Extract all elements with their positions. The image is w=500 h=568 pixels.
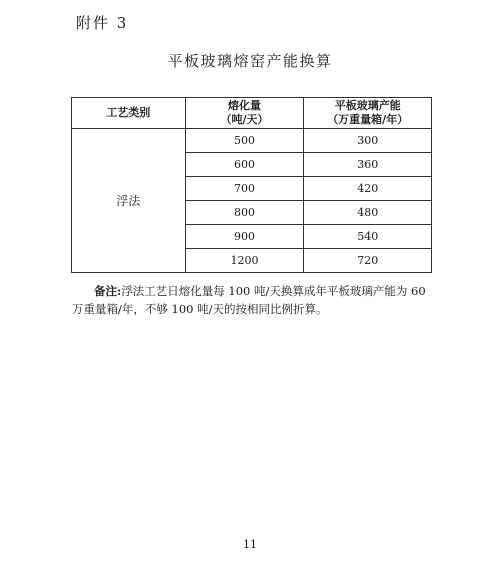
header-process-type-label: 工艺类别 xyxy=(106,106,151,119)
note-text: 浮法工艺日熔化量每 100 吨/天换算成年平板玻璃产能为 60 万重量箱/年，不够 100 吨/天的按相同比例折算。 xyxy=(72,284,426,316)
table-header-row xyxy=(72,98,432,129)
table-row xyxy=(72,129,432,153)
melting-amount-cell: 700 xyxy=(185,177,304,201)
table-note xyxy=(72,282,437,318)
header-glass-capacity-line2: （万重量箱/年） xyxy=(327,113,409,126)
header-melting-amount-line2: （吨/天） xyxy=(220,113,269,126)
capacity-conversion-table xyxy=(71,97,432,273)
process-type-cell: 浮法 xyxy=(72,129,186,273)
attachment-label: 附件 3 xyxy=(76,14,129,32)
glass-capacity-cell: 720 xyxy=(304,249,432,273)
melting-amount-cell: 1200 xyxy=(185,249,304,273)
note-label: 备注: xyxy=(94,284,122,298)
header-glass-capacity-line1: 平板玻璃产能 xyxy=(334,99,401,112)
melting-amount-cell: 500 xyxy=(185,129,304,153)
glass-capacity-cell: 360 xyxy=(304,153,432,177)
glass-capacity-cell: 480 xyxy=(304,201,432,225)
header-melting-amount xyxy=(185,98,304,129)
glass-capacity-cell: 420 xyxy=(304,177,432,201)
glass-capacity-cell: 540 xyxy=(304,225,432,249)
melting-amount-cell: 900 xyxy=(185,225,304,249)
document-title: 平板玻璃熔窑产能换算 xyxy=(167,52,333,70)
melting-amount-cell: 600 xyxy=(185,153,304,177)
header-melting-amount-line1: 熔化量 xyxy=(228,99,262,112)
melting-amount-cell: 800 xyxy=(185,201,304,225)
header-glass-capacity xyxy=(304,98,432,129)
page-number: 11 xyxy=(243,538,257,551)
glass-capacity-cell: 300 xyxy=(304,129,432,153)
header-process-type xyxy=(72,98,186,129)
